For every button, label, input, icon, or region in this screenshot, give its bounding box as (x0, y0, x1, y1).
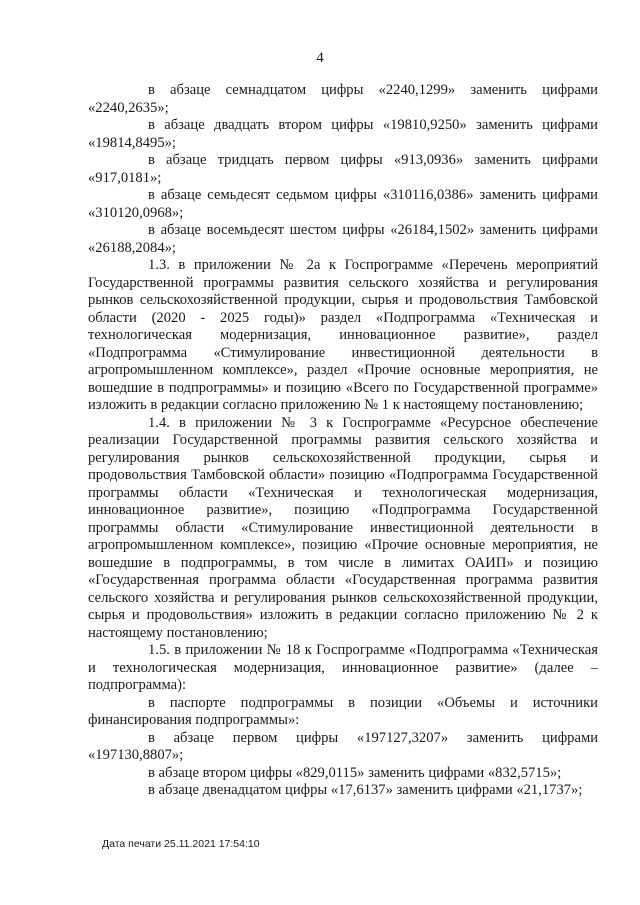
paragraph-1: в абзаце семнадцатом цифры «2240,1299» заменить цифрами «2240,2635»; (88, 82, 598, 116)
paragraph-3: в абзаце тридцать первом цифры «913,0936» заменить цифрами «917,0181»; (88, 152, 598, 186)
paragraph-4: в абзаце семьдесят седьмом цифры «310116,0386» заменить цифрами «310120,0968»; (88, 187, 598, 221)
paragraph-abzac-2: в абзаце втором цифры «829,0115» заменить цифрами «832,5715»; (148, 764, 562, 781)
print-date-footer: Дата печати 25.11.2021 17:54:10 (102, 838, 260, 850)
paragraph-5: в абзаце восемьдесят шестом цифры «26184,1502» заменить цифрами «26188,2084»; (88, 222, 598, 256)
paragraph-item-1-3: 1.3. в приложении № 2а к Госпрограмме «Перечень мероприятий Государственной программы развития сельского хозяйства и регулирования рынков сельскохозяйственной продукции, сырья и продовольствия Тамбовской области (2020 - 2025 годы)» раздел «Подпрограмма «Техническая и технологическая модернизация, инновационное развитие», раздел «Подпрограмма «Стимулирование инвестиционной деятельности в агропромышленном комплексе», раздел «Прочие основные мероприятия, не вошедшие в подпрограммы» и позицию «Всего по Государственной программе» изложить в редакции согласно приложению № 1 к настоящему постановлению; (88, 257, 598, 413)
document-body (88, 82, 598, 800)
paragraph-abzac-12: в абзаце двенадцатом цифры «17,6137» заменить цифрами «21,1737»; (148, 782, 583, 798)
paragraph-abzac-1: в абзаце первом цифры «197127,3207» заменить цифрами «197130,8807»; (88, 729, 598, 763)
paragraph-item-1-4: 1.4. в приложении № 3 к Госпрограмме «Ресурсное обеспечение реализации Государственной программы развития сельского хозяйства и регулирования рынков сельскохозяйственной продукции, сырья и продовольствия Тамбовской области» позицию «Подпрограмма Государственной программы области «Техническая и технологическая модернизация, инновационное развитие», позицию «Подпрограмма Государственной программы области «Стимулирование инвестиционной деятельности в агропромышленном комплексе», позицию «Прочие основные мероприятия, не вошедшие в подпрограммы, в том числе в лимитах ОАИП» и позицию «Государственная программа области «Государственная программа развития сельского хозяйства и регулирования рынков сельскохозяйственной продукции, сырья и продовольствия» изложить в редакции согласно приложению № 2 к настоящему постановлению; (88, 414, 598, 641)
page-number: 4 (316, 50, 324, 66)
paragraph-passport: в паспорте подпрограммы в позиции «Объемы и источники финансирования подпрограммы»: (88, 694, 598, 728)
paragraph-2: в абзаце двадцать втором цифры «19810,9250» заменить цифрами «19814,8495»; (88, 117, 598, 151)
paragraph-item-1-5: 1.5. в приложении № 18 к Госпрограмме «Подпрограмма «Техническая и технологическая модернизация, инновационное развитие» (далее – подпрограмма): (88, 642, 598, 693)
